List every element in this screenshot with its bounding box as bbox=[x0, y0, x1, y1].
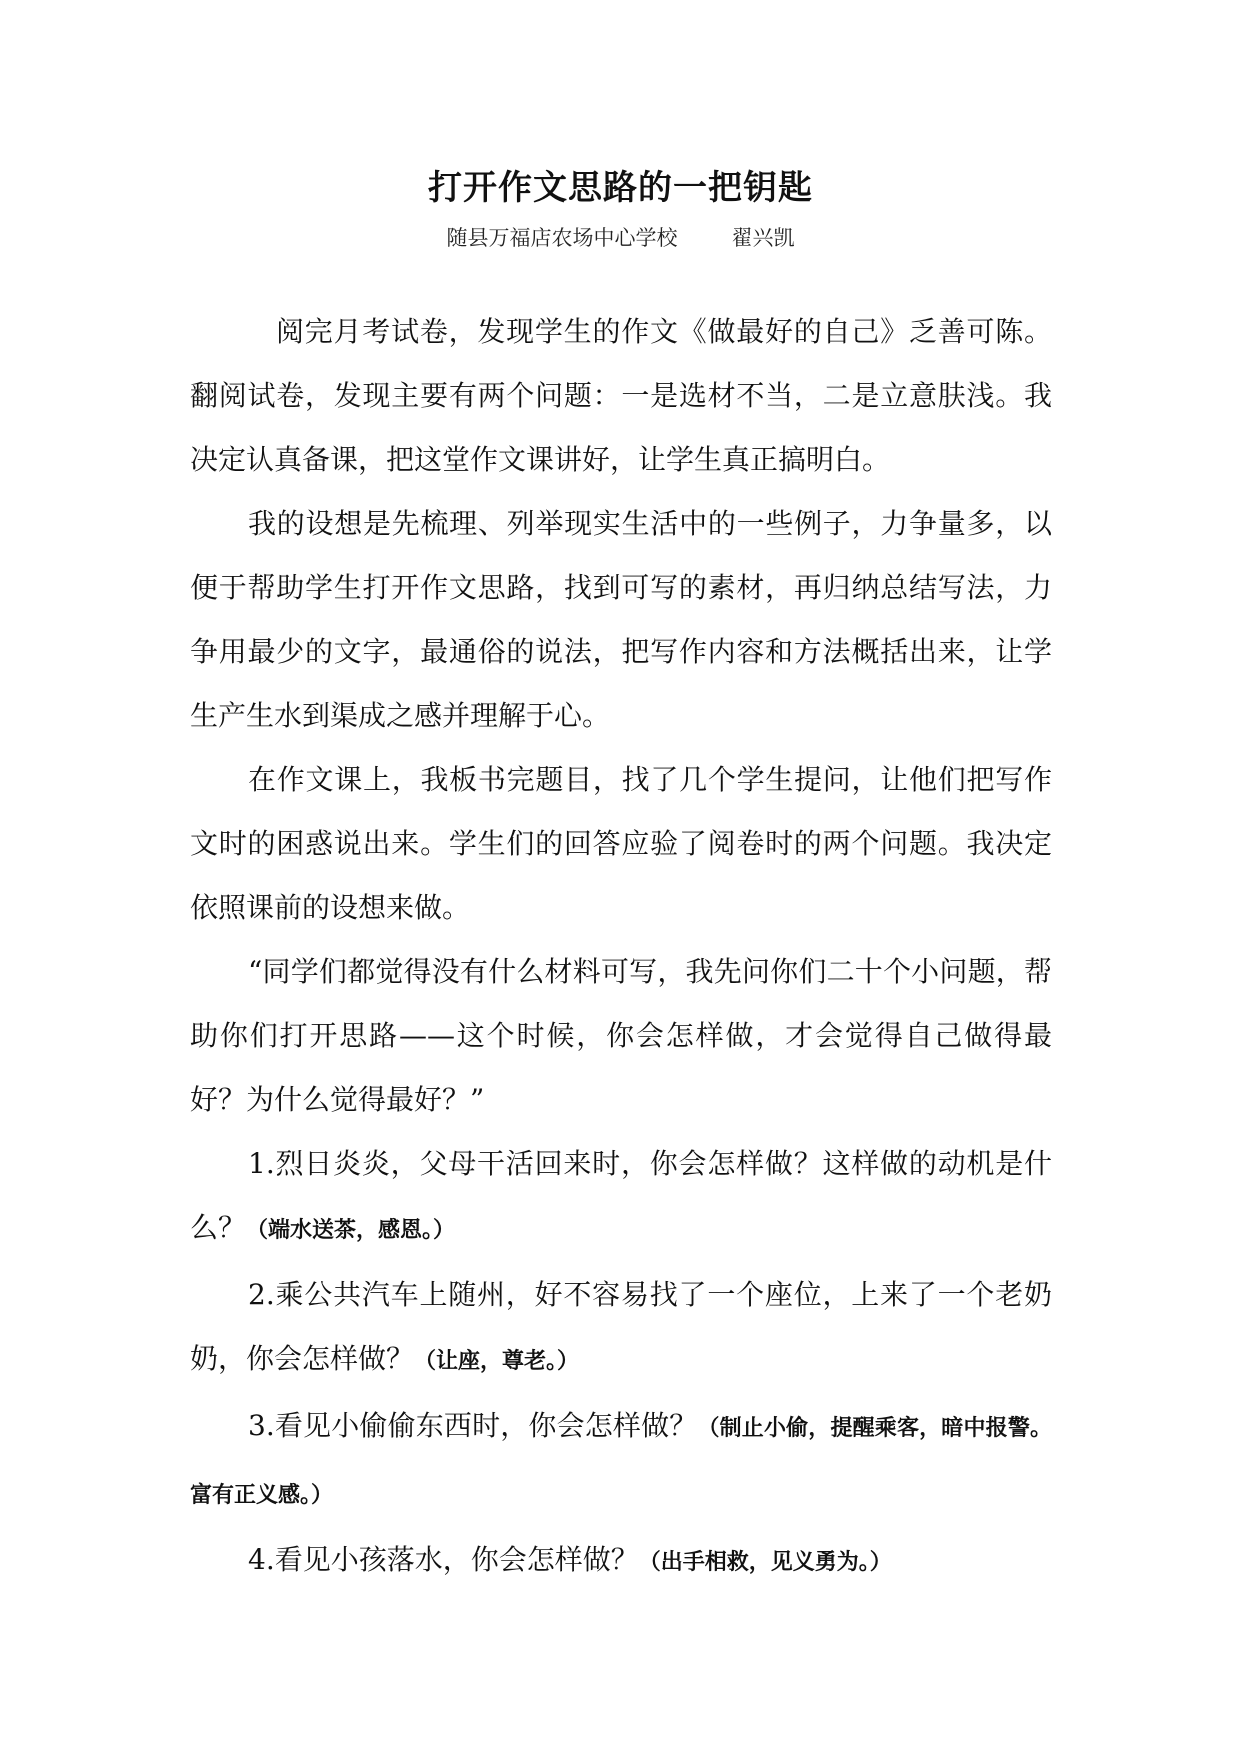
question-4 bbox=[190, 1528, 1052, 1595]
question-2 bbox=[190, 1263, 1052, 1394]
school-name: 随县万福店农场中心学校 bbox=[446, 226, 678, 250]
question-answer: （端水送茶，感恩。） bbox=[246, 1218, 456, 1243]
question-text: 3.看见小偷偷东西时，你会怎样做？ bbox=[248, 1409, 698, 1442]
article-body bbox=[190, 300, 1052, 1595]
question-answer: （制止小偷，提醒乘客，暗中报警。富有正义感。） bbox=[190, 1416, 1052, 1508]
paragraph-4: “同学们都觉得没有什么材料可写，我先问你们二十个小问题，帮助你们打开思路——这个时候，你会怎样做，才会觉得自己做得最好？为什么觉得最好？” bbox=[190, 955, 1052, 1116]
question-answer: （让座，尊老。） bbox=[414, 1349, 580, 1374]
question-3 bbox=[190, 1394, 1052, 1528]
question-text: 4.看见小孩落水，你会怎样做？ bbox=[248, 1543, 639, 1576]
question-text: 2.乘公共汽车上随州，好不容易找了一个座位，上来了一个老奶奶，你会怎样做？ bbox=[190, 1278, 1052, 1375]
byline bbox=[0, 222, 1241, 252]
question-1 bbox=[190, 1132, 1052, 1263]
paragraph-1: 阅完月考试卷，发现学生的作文《做最好的自己》乏善可陈。翻阅试卷，发现主要有两个问题：一是选材不当，二是立意肤浅。我决定认真备课，把这堂作文课讲好，让学生真正搞明白。 bbox=[190, 315, 1052, 476]
author-name: 翟兴凯 bbox=[731, 226, 795, 250]
question-answer: （出手相救，见义勇为。） bbox=[638, 1550, 892, 1575]
paragraph-2: 我的设想是先梳理、列举现实生活中的一些例子，力争量多，以便于帮助学生打开作文思路，找到可写的素材，再归纳总结写法，力争用最少的文字，最通俗的说法，把写作内容和方法概括出来，让学生产生水到渠成之感并理解于心。 bbox=[190, 507, 1052, 732]
question-text: 1.烈日炎炎，父母干活回来时，你会怎样做？这样做的动机是什么？ bbox=[190, 1147, 1052, 1244]
paragraph-3: 在作文课上，我板书完题目，找了几个学生提问，让他们把写作文时的困惑说出来。学生们的回答应验了阅卷时的两个问题。我决定依照课前的设想来做。 bbox=[190, 763, 1052, 924]
document-title: 打开作文思路的一把钥匙 bbox=[428, 168, 813, 208]
